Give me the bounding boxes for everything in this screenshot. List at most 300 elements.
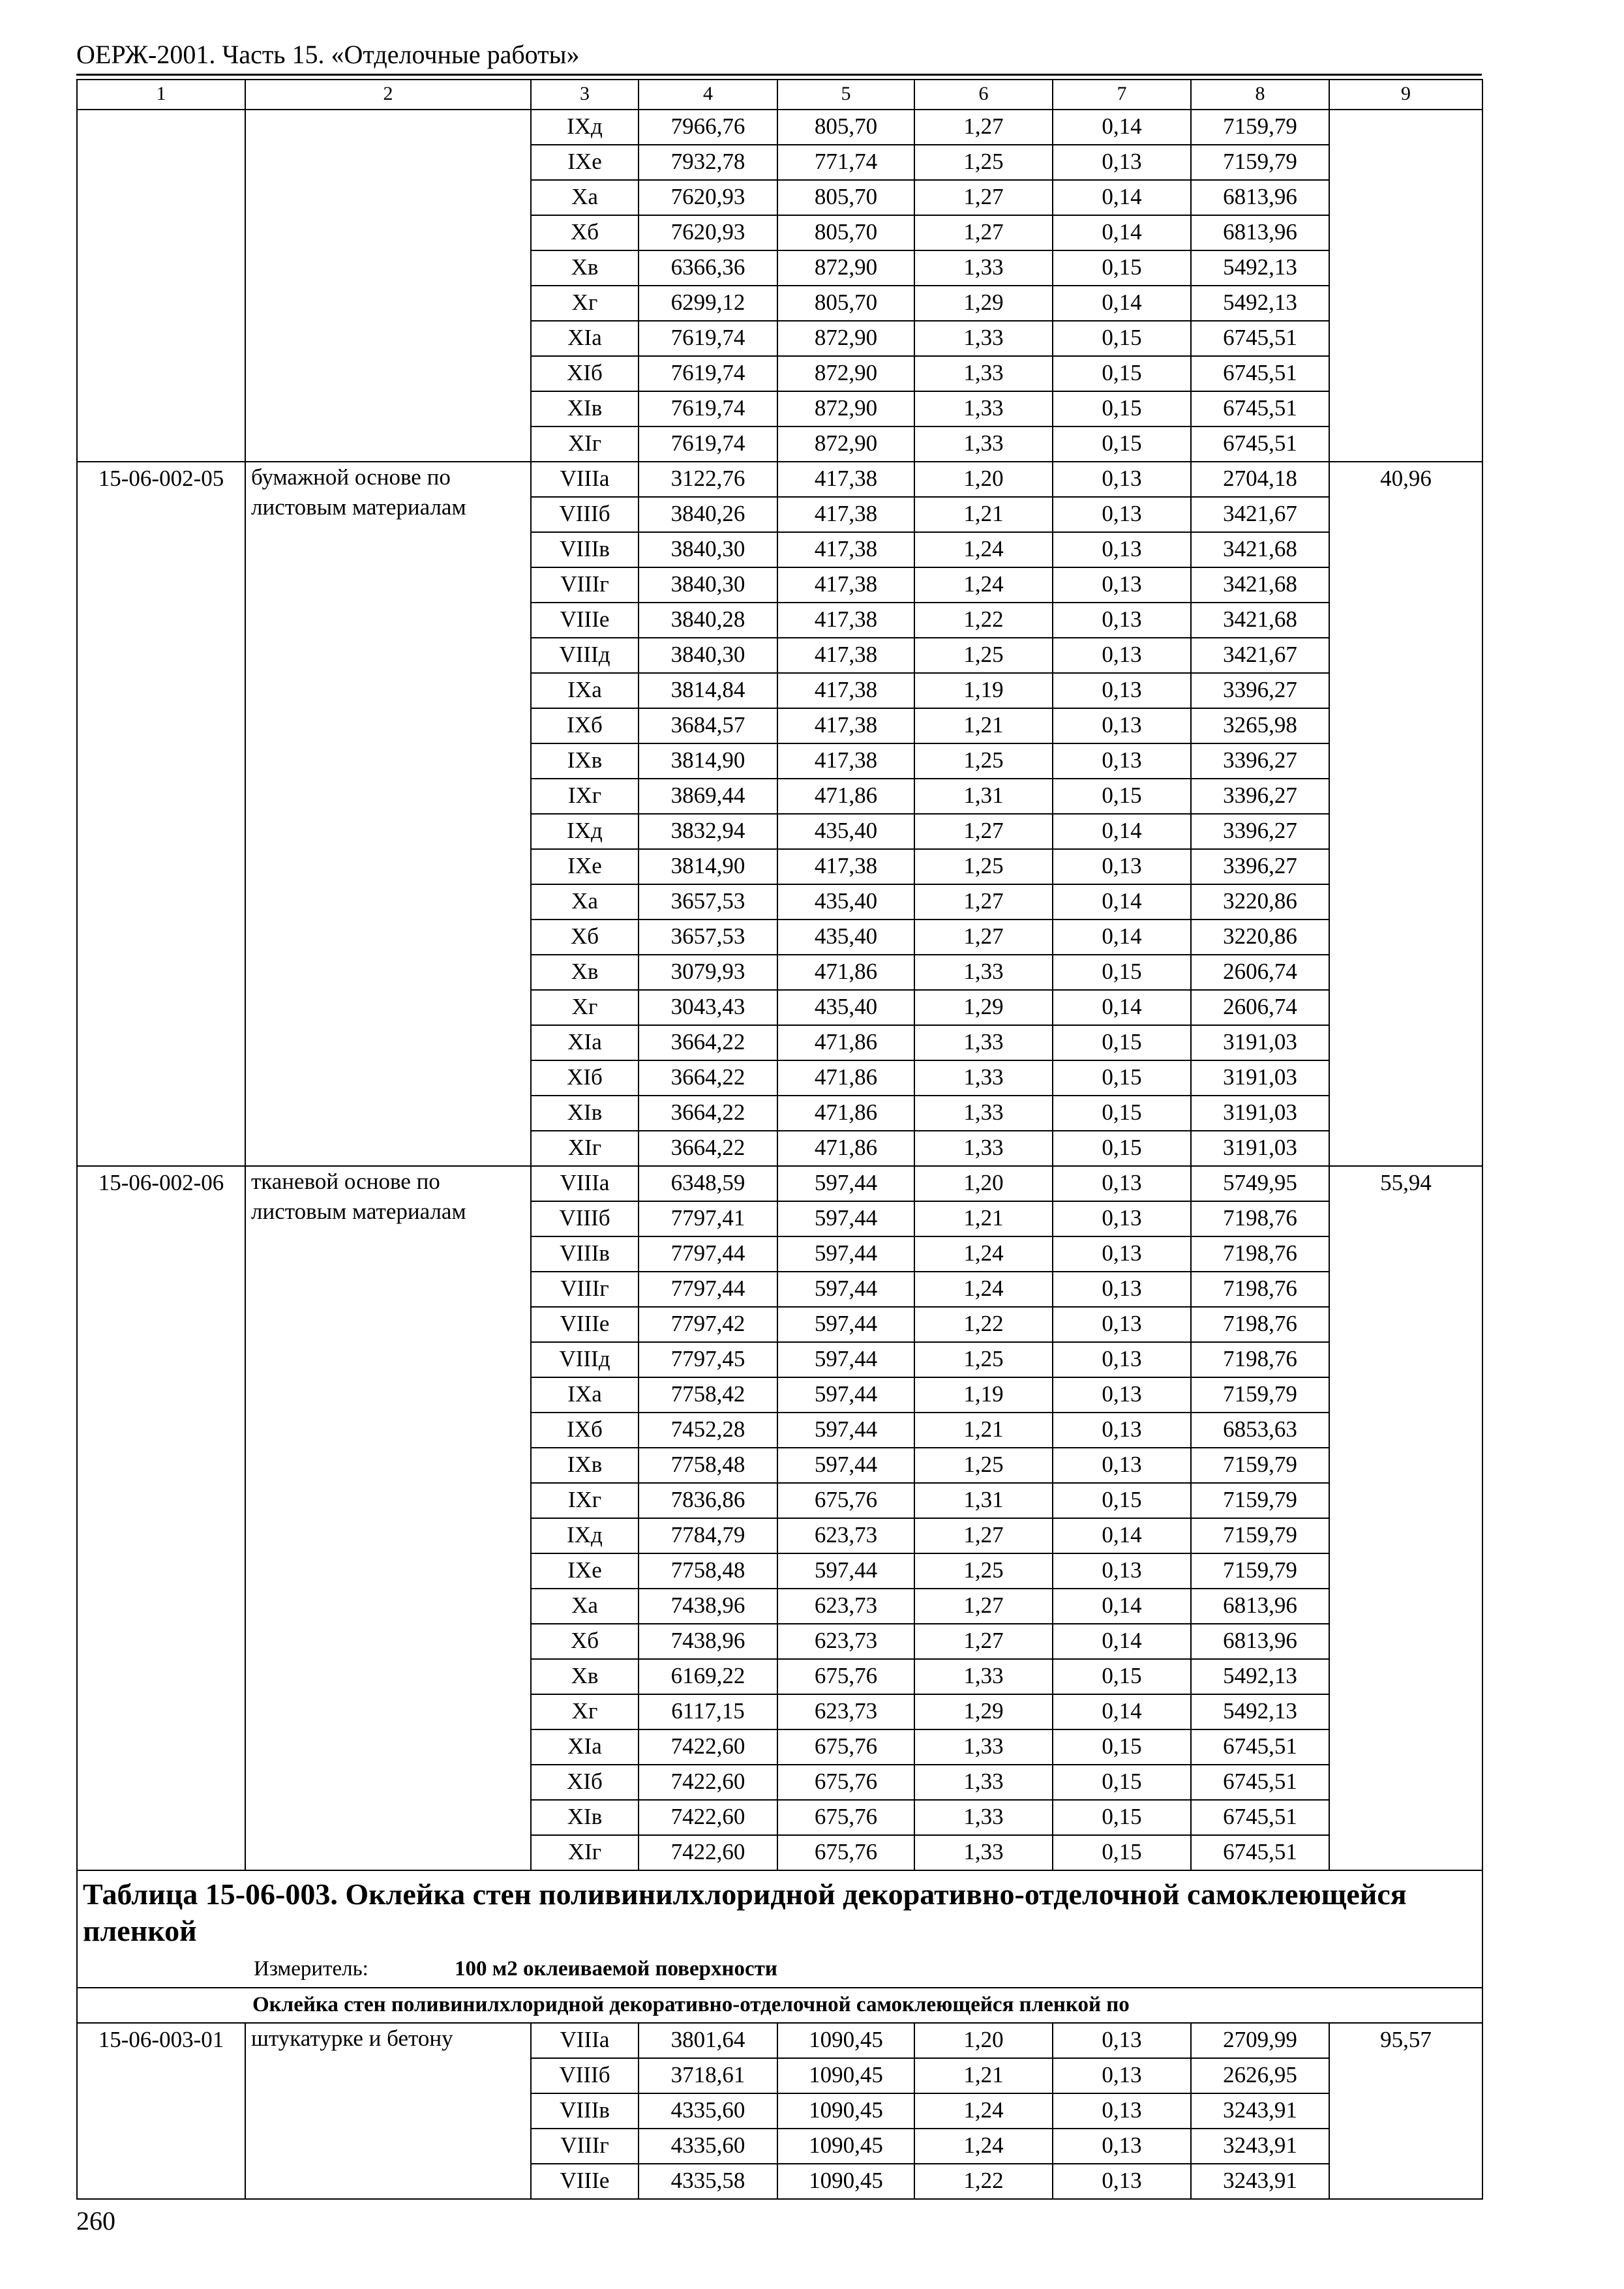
page-number: 260 (76, 2206, 115, 2236)
table-cell: 7797,44 (639, 1272, 777, 1307)
table-cell: 7619,74 (639, 321, 777, 356)
table-cell: 0,15 (1053, 1060, 1191, 1096)
table-cell: 0,15 (1053, 321, 1191, 356)
table-cell: 597,44 (777, 1166, 914, 1201)
table-cell: 2606,74 (1191, 990, 1329, 1025)
table-cell: 0,15 (1053, 1835, 1191, 1870)
table-cell: 435,40 (777, 990, 914, 1025)
table-cell: 675,76 (777, 1765, 914, 1800)
zone-code: VIIIа (531, 462, 639, 497)
table-cell: 5492,13 (1191, 286, 1329, 321)
rate-code: 15-06-003-01 (77, 2023, 245, 2199)
table-cell: 6745,51 (1191, 356, 1329, 391)
zone-code: Xв (531, 955, 639, 990)
table-cell: 7422,60 (639, 1800, 777, 1835)
table-cell: 7198,76 (1191, 1236, 1329, 1272)
zone-code: XIб (531, 1060, 639, 1096)
table-cell: 771,74 (777, 145, 914, 180)
table-cell: 3396,27 (1191, 779, 1329, 814)
table-cell: 7159,79 (1191, 1483, 1329, 1518)
table-cell: 417,38 (777, 743, 914, 779)
column-number: 4 (639, 80, 777, 110)
table-cell: 597,44 (777, 1236, 914, 1272)
rate-col9: 95,57 (1329, 2023, 1482, 2199)
table-cell: 872,90 (777, 321, 914, 356)
zone-code: Xв (531, 1659, 639, 1694)
table-cell: 417,38 (777, 603, 914, 638)
zone-code: VIIIе (531, 1307, 639, 1342)
table-cell: 3840,30 (639, 532, 777, 567)
table-cell: 7159,79 (1191, 145, 1329, 180)
table-cell: 1,33 (914, 1060, 1053, 1096)
table-cell: 6745,51 (1191, 391, 1329, 426)
zone-code: IXе (531, 849, 639, 884)
table-cell: 1090,45 (777, 2129, 914, 2164)
zone-code: XIг (531, 1131, 639, 1166)
zone-code: IXб (531, 1413, 639, 1448)
table-cell: 0,13 (1053, 532, 1191, 567)
table-cell: 1,22 (914, 603, 1053, 638)
table-cell: 3396,27 (1191, 814, 1329, 849)
unit-value: 100 м2 оклеиваемой поверхности (455, 1957, 777, 1981)
table-cell: 471,86 (777, 779, 914, 814)
table-cell: 0,14 (1053, 814, 1191, 849)
table-cell: 3220,86 (1191, 920, 1329, 955)
table-cell: 3657,53 (639, 920, 777, 955)
table-cell: 0,15 (1053, 1659, 1191, 1694)
zone-code: VIIIг (531, 1272, 639, 1307)
table-cell: 0,14 (1053, 884, 1191, 920)
table-cell: 1,27 (914, 1624, 1053, 1659)
table-cell: 1,25 (914, 849, 1053, 884)
table-cell: 805,70 (777, 286, 914, 321)
table-cell: 623,73 (777, 1694, 914, 1729)
zone-code: Xа (531, 1589, 639, 1624)
table-cell: 1,29 (914, 286, 1053, 321)
zone-code: XIа (531, 1729, 639, 1765)
table-cell: 597,44 (777, 1377, 914, 1413)
table-cell: 0,14 (1053, 1624, 1191, 1659)
zone-code: XIа (531, 321, 639, 356)
table-cell: 1,24 (914, 2129, 1053, 2164)
zone-code: XIв (531, 1800, 639, 1835)
table-cell: 1,33 (914, 1765, 1053, 1800)
table-cell: 6366,36 (639, 250, 777, 286)
zone-code: XIб (531, 356, 639, 391)
zone-code: VIIIа (531, 2023, 639, 2058)
table-cell: 1,25 (914, 145, 1053, 180)
table-cell: 7159,79 (1191, 1553, 1329, 1589)
column-number-row (77, 80, 1482, 110)
table-cell: 6745,51 (1191, 426, 1329, 462)
table-cell: 6745,51 (1191, 1800, 1329, 1835)
table-cell: 1,24 (914, 532, 1053, 567)
table-cell: 0,13 (1053, 1201, 1191, 1236)
table-cell: 5492,13 (1191, 1694, 1329, 1729)
table-cell: 7619,74 (639, 391, 777, 426)
table-cell: 7159,79 (1191, 110, 1329, 145)
header-rule (76, 74, 1482, 76)
table-cell: 0,13 (1053, 1553, 1191, 1589)
table-cell: 7198,76 (1191, 1307, 1329, 1342)
table-cell: 4335,58 (639, 2164, 777, 2199)
table-cell: 3664,22 (639, 1131, 777, 1166)
table-cell: 1,21 (914, 1201, 1053, 1236)
table-cell: 623,73 (777, 1518, 914, 1553)
table-cell: 5492,13 (1191, 1659, 1329, 1694)
table-cell: 675,76 (777, 1835, 914, 1870)
zone-code: IXе (531, 145, 639, 180)
zone-code: IXе (531, 1553, 639, 1589)
zone-code: VIIIе (531, 603, 639, 638)
table-cell: 0,14 (1053, 1589, 1191, 1624)
table-cell: 1,21 (914, 2058, 1053, 2093)
zone-code: VIIIг (531, 2129, 639, 2164)
table-cell: 3718,61 (639, 2058, 777, 2093)
zone-code: Xг (531, 990, 639, 1025)
zone-code: IXд (531, 110, 639, 145)
table-cell: 1,24 (914, 1272, 1053, 1307)
table-cell: 0,15 (1053, 1765, 1191, 1800)
table-row (77, 1166, 1482, 1201)
table-cell: 0,13 (1053, 145, 1191, 180)
table-cell: 0,15 (1053, 1800, 1191, 1835)
table-cell: 1,31 (914, 1483, 1053, 1518)
table-cell: 3191,03 (1191, 1060, 1329, 1096)
table-cell: 1,25 (914, 743, 1053, 779)
zone-code: IXд (531, 1518, 639, 1553)
table-cell: 7758,42 (639, 1377, 777, 1413)
table-cell: 3840,30 (639, 638, 777, 673)
table-cell: 1,33 (914, 356, 1053, 391)
table-cell: 3122,76 (639, 462, 777, 497)
rate-description (245, 110, 531, 462)
table-cell: 3220,86 (1191, 884, 1329, 920)
table-cell: 1090,45 (777, 2164, 914, 2199)
table-cell: 7619,74 (639, 426, 777, 462)
table-cell: 3869,44 (639, 779, 777, 814)
table-cell: 435,40 (777, 814, 914, 849)
table-cell: 6813,96 (1191, 215, 1329, 250)
table-cell: 1090,45 (777, 2093, 914, 2129)
table-cell: 3191,03 (1191, 1131, 1329, 1166)
zone-code: VIIIб (531, 1201, 639, 1236)
table-cell: 3664,22 (639, 1096, 777, 1131)
table-cell: 0,15 (1053, 779, 1191, 814)
table-cell: 6813,96 (1191, 1589, 1329, 1624)
rate-code: 15-06-002-05 (77, 462, 245, 1166)
table-cell: 623,73 (777, 1589, 914, 1624)
table-cell: 1,24 (914, 1236, 1053, 1272)
table-caption (77, 1870, 1482, 1988)
table-cell: 3191,03 (1191, 1096, 1329, 1131)
table-cell: 435,40 (777, 920, 914, 955)
table-cell: 0,13 (1053, 1413, 1191, 1448)
subheading-row (77, 1988, 1482, 2023)
table-cell: 0,13 (1053, 1377, 1191, 1413)
table-cell: 872,90 (777, 391, 914, 426)
subheading: Оклейка стен поливинилхлоридной декоративно-отделочной самоклеющейся пленкой по (77, 1988, 1482, 2023)
table-cell: 7758,48 (639, 1448, 777, 1483)
table-cell: 1,27 (914, 1518, 1053, 1553)
page-header-title: ОЕРЖ-2001. Часть 15. «Отделочные работы» (76, 40, 580, 69)
table-cell: 0,13 (1053, 638, 1191, 673)
table-caption-title: Таблица 15-06-003. Оклейка стен поливинилхлоридной декоративно-отделочной самоклеющейся пленкой (83, 1878, 1407, 1947)
table-cell: 1,27 (914, 180, 1053, 215)
table-cell: 597,44 (777, 1272, 914, 1307)
table-cell: 1,27 (914, 884, 1053, 920)
table-cell: 1,21 (914, 497, 1053, 532)
table-cell: 1,33 (914, 1025, 1053, 1060)
table-cell: 3243,91 (1191, 2129, 1329, 2164)
table-cell: 7797,45 (639, 1342, 777, 1377)
table-cell: 1,22 (914, 2164, 1053, 2199)
zone-code: XIг (531, 426, 639, 462)
table-cell: 1,33 (914, 1131, 1053, 1166)
table-cell: 597,44 (777, 1342, 914, 1377)
table-cell: 6299,12 (639, 286, 777, 321)
table-cell: 675,76 (777, 1729, 914, 1765)
table-cell: 0,14 (1053, 286, 1191, 321)
table-row (77, 110, 1482, 145)
table-cell: 3840,26 (639, 497, 777, 532)
zone-code: XIг (531, 1835, 639, 1870)
table-cell: 0,13 (1053, 2023, 1191, 2058)
table-cell: 7966,76 (639, 110, 777, 145)
table-cell: 7422,60 (639, 1835, 777, 1870)
table-cell: 7620,93 (639, 215, 777, 250)
table-cell: 6813,96 (1191, 180, 1329, 215)
rate-description: штукатурке и бетону (245, 2023, 531, 2199)
table-cell: 6745,51 (1191, 1729, 1329, 1765)
table-cell: 471,86 (777, 1096, 914, 1131)
table-cell: 3396,27 (1191, 743, 1329, 779)
table-cell: 3079,93 (639, 955, 777, 990)
table-cell: 1,33 (914, 1800, 1053, 1835)
table-cell: 1,27 (914, 215, 1053, 250)
table-cell: 7159,79 (1191, 1518, 1329, 1553)
zone-code: VIIIб (531, 497, 639, 532)
table-cell: 3191,03 (1191, 1025, 1329, 1060)
table-cell: 0,15 (1053, 391, 1191, 426)
table-cell: 0,13 (1053, 497, 1191, 532)
table-cell: 1090,45 (777, 2058, 914, 2093)
table-cell: 7758,48 (639, 1553, 777, 1589)
table-cell: 7422,60 (639, 1729, 777, 1765)
column-number: 5 (777, 80, 914, 110)
table-cell: 0,13 (1053, 2129, 1191, 2164)
table-cell: 1,22 (914, 1307, 1053, 1342)
table-cell: 872,90 (777, 250, 914, 286)
table-cell: 1,21 (914, 708, 1053, 743)
table-cell: 0,14 (1053, 920, 1191, 955)
table-cell: 3840,28 (639, 603, 777, 638)
table-cell: 805,70 (777, 215, 914, 250)
table-cell: 4335,60 (639, 2129, 777, 2164)
table-cell: 1,20 (914, 2023, 1053, 2058)
table-cell: 597,44 (777, 1201, 914, 1236)
zone-code: XIв (531, 1096, 639, 1131)
rate-code: 15-06-002-06 (77, 1166, 245, 1870)
table-cell: 6813,96 (1191, 1624, 1329, 1659)
table-cell: 3243,91 (1191, 2164, 1329, 2199)
table-cell: 597,44 (777, 1553, 914, 1589)
table-cell: 6169,22 (639, 1659, 777, 1694)
table-cell: 1,19 (914, 673, 1053, 708)
table-cell: 3814,84 (639, 673, 777, 708)
table-cell: 2626,95 (1191, 2058, 1329, 2093)
table-cell: 1,33 (914, 1835, 1053, 1870)
table-cell: 805,70 (777, 180, 914, 215)
table-cell: 3814,90 (639, 743, 777, 779)
table-cell: 4335,60 (639, 2093, 777, 2129)
table-cell: 1,27 (914, 814, 1053, 849)
table-cell: 471,86 (777, 1025, 914, 1060)
table-cell: 7619,74 (639, 356, 777, 391)
column-number: 9 (1329, 80, 1482, 110)
table-cell: 7784,79 (639, 1518, 777, 1553)
table-cell: 3421,68 (1191, 603, 1329, 638)
table-cell: 0,13 (1053, 567, 1191, 603)
table-cell: 471,86 (777, 955, 914, 990)
zone-code: XIв (531, 391, 639, 426)
table-cell: 471,86 (777, 1131, 914, 1166)
zone-code: Xг (531, 286, 639, 321)
table-cell: 0,13 (1053, 1166, 1191, 1201)
zone-code: IXв (531, 743, 639, 779)
table-cell: 3265,98 (1191, 708, 1329, 743)
zone-code: VIIIа (531, 1166, 639, 1201)
table-cell: 1,25 (914, 638, 1053, 673)
table-cell: 1,21 (914, 1413, 1053, 1448)
zone-code: Xв (531, 250, 639, 286)
table-cell: 2606,74 (1191, 955, 1329, 990)
table-cell: 0,13 (1053, 1342, 1191, 1377)
table-cell: 7198,76 (1191, 1342, 1329, 1377)
table-cell: 1,29 (914, 990, 1053, 1025)
table-row (77, 2023, 1482, 2058)
table-cell: 417,38 (777, 673, 914, 708)
table-cell: 1,24 (914, 567, 1053, 603)
table-cell: 0,15 (1053, 955, 1191, 990)
table-cell: 597,44 (777, 1413, 914, 1448)
table-cell: 0,13 (1053, 1236, 1191, 1272)
table-cell: 0,14 (1053, 180, 1191, 215)
table-cell: 7797,42 (639, 1307, 777, 1342)
table-cell: 1,27 (914, 1589, 1053, 1624)
zone-code: VIIIв (531, 1236, 639, 1272)
table-cell: 7159,79 (1191, 1377, 1329, 1413)
table-cell: 0,13 (1053, 1272, 1191, 1307)
table-cell: 3664,22 (639, 1025, 777, 1060)
table-cell: 0,15 (1053, 1729, 1191, 1765)
table-cell: 417,38 (777, 708, 914, 743)
zone-code: Xб (531, 920, 639, 955)
table-cell: 417,38 (777, 567, 914, 603)
table-cell: 7797,44 (639, 1236, 777, 1272)
rate-col9: 40,96 (1329, 462, 1482, 1166)
table-cell: 0,14 (1053, 215, 1191, 250)
table-cell: 0,14 (1053, 990, 1191, 1025)
zone-code: XIа (531, 1025, 639, 1060)
zone-code: IXб (531, 708, 639, 743)
table-cell: 1,29 (914, 1694, 1053, 1729)
table-cell: 1,27 (914, 920, 1053, 955)
table-cell: 7198,76 (1191, 1201, 1329, 1236)
column-number: 6 (914, 80, 1053, 110)
table-cell: 5492,13 (1191, 250, 1329, 286)
table-cell: 0,13 (1053, 603, 1191, 638)
zone-code: Xб (531, 1624, 639, 1659)
table-cell: 6348,59 (639, 1166, 777, 1201)
zone-code: XIб (531, 1765, 639, 1800)
zone-code: VIIIд (531, 638, 639, 673)
zone-code: Xг (531, 1694, 639, 1729)
table-cell: 623,73 (777, 1624, 914, 1659)
table-cell: 7159,79 (1191, 1448, 1329, 1483)
table-cell: 3043,43 (639, 990, 777, 1025)
zone-code: VIIIв (531, 2093, 639, 2129)
table-cell: 3421,68 (1191, 532, 1329, 567)
table-cell: 0,14 (1053, 1518, 1191, 1553)
rate-col9 (1329, 110, 1482, 462)
table-cell: 1,33 (914, 426, 1053, 462)
table-cell: 1,20 (914, 1166, 1053, 1201)
table-cell: 675,76 (777, 1800, 914, 1835)
table-cell: 417,38 (777, 638, 914, 673)
table-cell: 471,86 (777, 1060, 914, 1096)
table-cell: 7620,93 (639, 180, 777, 215)
table-cell: 0,15 (1053, 250, 1191, 286)
table-cell: 6853,63 (1191, 1413, 1329, 1448)
table-cell: 0,13 (1053, 462, 1191, 497)
table-cell: 7422,60 (639, 1765, 777, 1800)
table-cell: 0,13 (1053, 708, 1191, 743)
table-caption-row (77, 1870, 1482, 1988)
table-cell: 7438,96 (639, 1589, 777, 1624)
table-cell: 1,27 (914, 110, 1053, 145)
unit-line (83, 1953, 1477, 1984)
rate-col9: 55,94 (1329, 1166, 1482, 1870)
table-cell: 0,14 (1053, 1694, 1191, 1729)
table-cell: 6117,15 (639, 1694, 777, 1729)
zone-code: IXг (531, 1483, 639, 1518)
table-cell: 675,76 (777, 1483, 914, 1518)
table-cell: 435,40 (777, 884, 914, 920)
zone-code: Xа (531, 884, 639, 920)
zone-code: VIIIб (531, 2058, 639, 2093)
table-cell: 1,31 (914, 779, 1053, 814)
table-cell: 675,76 (777, 1659, 914, 1694)
table-cell: 417,38 (777, 462, 914, 497)
table-cell: 1,33 (914, 250, 1053, 286)
rate-description: тканевой основе по листовым материалам (245, 1166, 531, 1870)
table-cell: 1,20 (914, 462, 1053, 497)
zone-code: IXд (531, 814, 639, 849)
table-cell: 1,33 (914, 1729, 1053, 1765)
table-cell: 0,13 (1053, 2164, 1191, 2199)
rate-code (77, 110, 245, 462)
zone-code: IXа (531, 673, 639, 708)
table-cell: 0,13 (1053, 673, 1191, 708)
zone-code: VIIIд (531, 1342, 639, 1377)
table-cell: 3832,94 (639, 814, 777, 849)
table-cell: 597,44 (777, 1448, 914, 1483)
table-cell: 872,90 (777, 356, 914, 391)
table-cell: 417,38 (777, 497, 914, 532)
zone-code: VIIIв (531, 532, 639, 567)
table-cell: 5749,95 (1191, 1166, 1329, 1201)
